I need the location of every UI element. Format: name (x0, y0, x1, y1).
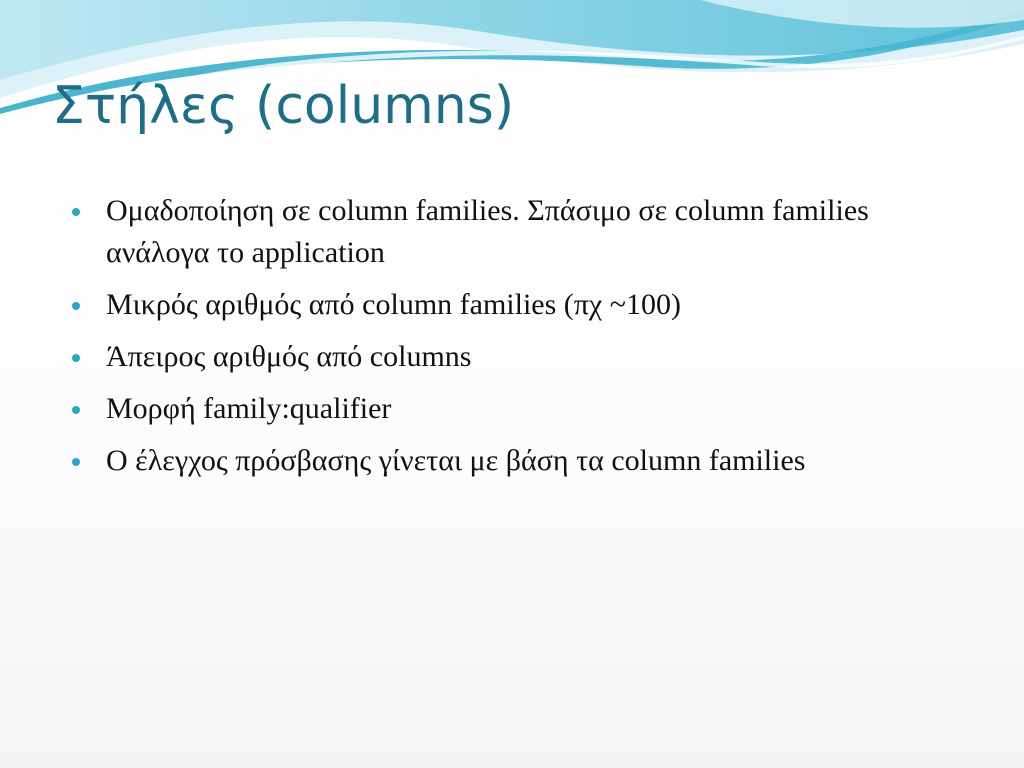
bullet-text: Μορφή family:qualifier (106, 392, 392, 425)
bullet-dot-icon (72, 406, 80, 414)
bullet-dot-icon (72, 354, 80, 362)
bullet-list (70, 190, 970, 492)
bullet-item (70, 190, 970, 274)
slide-title: Στήλες (columns) (52, 76, 515, 136)
bullet-item (70, 388, 970, 430)
bullet-dot-icon (72, 458, 80, 466)
bullet-dot-icon (72, 302, 80, 310)
bullet-text: Ομαδοποίηση σε column families. Σπάσιμο σε column families ανάλογα το application (106, 194, 869, 269)
bullet-item (70, 284, 970, 326)
bullet-text: Μικρός αριθμός από column families (πχ ~100) (106, 288, 681, 321)
bullet-text: Ο έλεγχος πρόσβασης γίνεται με βάση τα column families (106, 444, 806, 477)
bullet-item (70, 336, 970, 378)
bullet-text: Άπειρος αριθμός από columns (106, 340, 472, 373)
bullet-dot-icon (72, 208, 80, 216)
bullet-item (70, 440, 970, 482)
